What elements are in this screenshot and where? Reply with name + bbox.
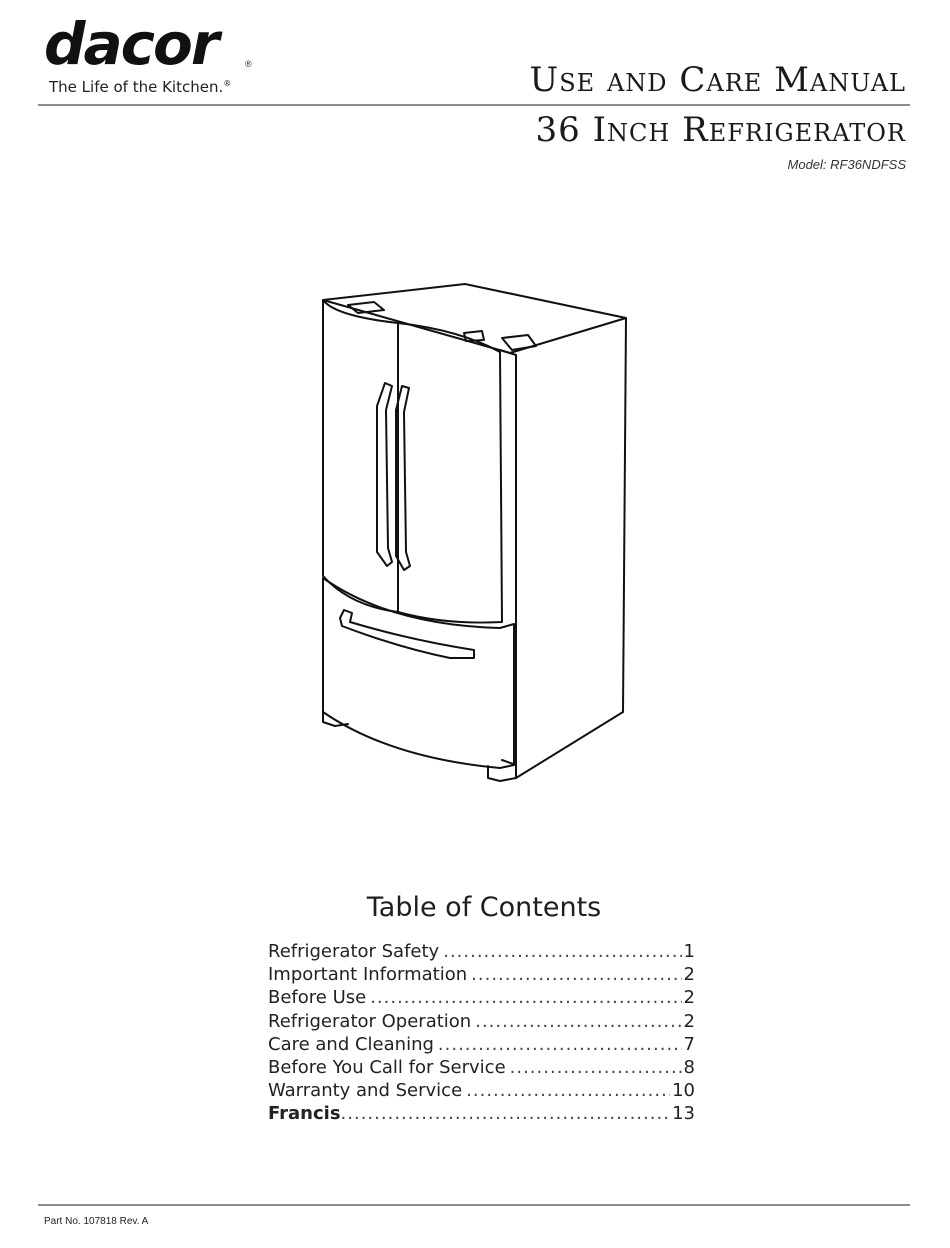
toc-item-refrigerator-operation[interactable] <box>268 1010 695 1033</box>
toc-item-refrigerator-safety[interactable] <box>268 940 695 963</box>
footer-divider <box>38 1204 910 1206</box>
toc-item-page: 1 <box>683 941 695 962</box>
toc-leader-dots <box>443 940 681 963</box>
toc-item-label: Francis <box>268 1103 341 1125</box>
toc-item-before-use[interactable] <box>268 986 695 1009</box>
toc-leader-dots <box>466 1079 670 1102</box>
toc-item-label: Care and Cleaning <box>268 1033 434 1055</box>
toc-item-label: Important Information <box>268 964 468 986</box>
model-number: Model: RF36NDFSS <box>787 157 906 172</box>
registered-mark: ® <box>245 59 252 69</box>
french-door-refrigerator-icon <box>300 280 640 790</box>
toc-leader-dots <box>471 963 681 986</box>
toc-leader-dots <box>475 1010 681 1033</box>
toc-item-before-you-call-for-service[interactable] <box>268 1056 695 1079</box>
toc-item-page: 2 <box>683 1010 695 1032</box>
toc-item-important-information[interactable] <box>268 963 695 986</box>
toc-item-page: 8 <box>683 1057 695 1079</box>
tagline-registered-mark: ® <box>223 79 232 88</box>
toc-item-francis[interactable] <box>268 1102 695 1125</box>
toc-item-warranty-and-service[interactable] <box>268 1079 695 1102</box>
brand-tagline <box>49 78 231 96</box>
logo-wordmark: dacor <box>44 10 218 78</box>
toc-item-care-and-cleaning[interactable] <box>268 1033 695 1056</box>
table-of-contents <box>268 940 695 1126</box>
toc-item-label: Refrigerator Safety <box>268 941 440 962</box>
toc-item-page: 13 <box>672 1103 695 1125</box>
part-number: Part No. 107818 Rev. A <box>44 1216 149 1227</box>
toc-title: Table of Contents <box>366 892 602 923</box>
toc-item-label: Refrigerator Operation <box>268 1010 472 1032</box>
tagline-text: The Life of the Kitchen. <box>49 78 224 96</box>
manual-subtitle: 36 Inch Refrigerator <box>535 110 906 150</box>
toc-item-label: Warranty and Service <box>268 1080 463 1102</box>
brand-logo <box>44 10 284 78</box>
manual-title: Use and Care Manual <box>529 60 906 100</box>
toc-leader-dots <box>438 1033 682 1056</box>
toc-item-page: 2 <box>683 987 695 1009</box>
toc-item-page: 10 <box>672 1080 695 1102</box>
toc-leader-dots <box>341 1102 671 1125</box>
toc-item-label: Before Use <box>268 987 367 1009</box>
toc-leader-dots <box>370 986 681 1009</box>
toc-leader-dots <box>510 1056 682 1079</box>
toc-item-page: 2 <box>683 964 695 986</box>
header-divider <box>38 104 910 106</box>
toc-item-page: 7 <box>683 1033 695 1055</box>
toc-item-label: Before You Call for Service <box>268 1057 506 1079</box>
